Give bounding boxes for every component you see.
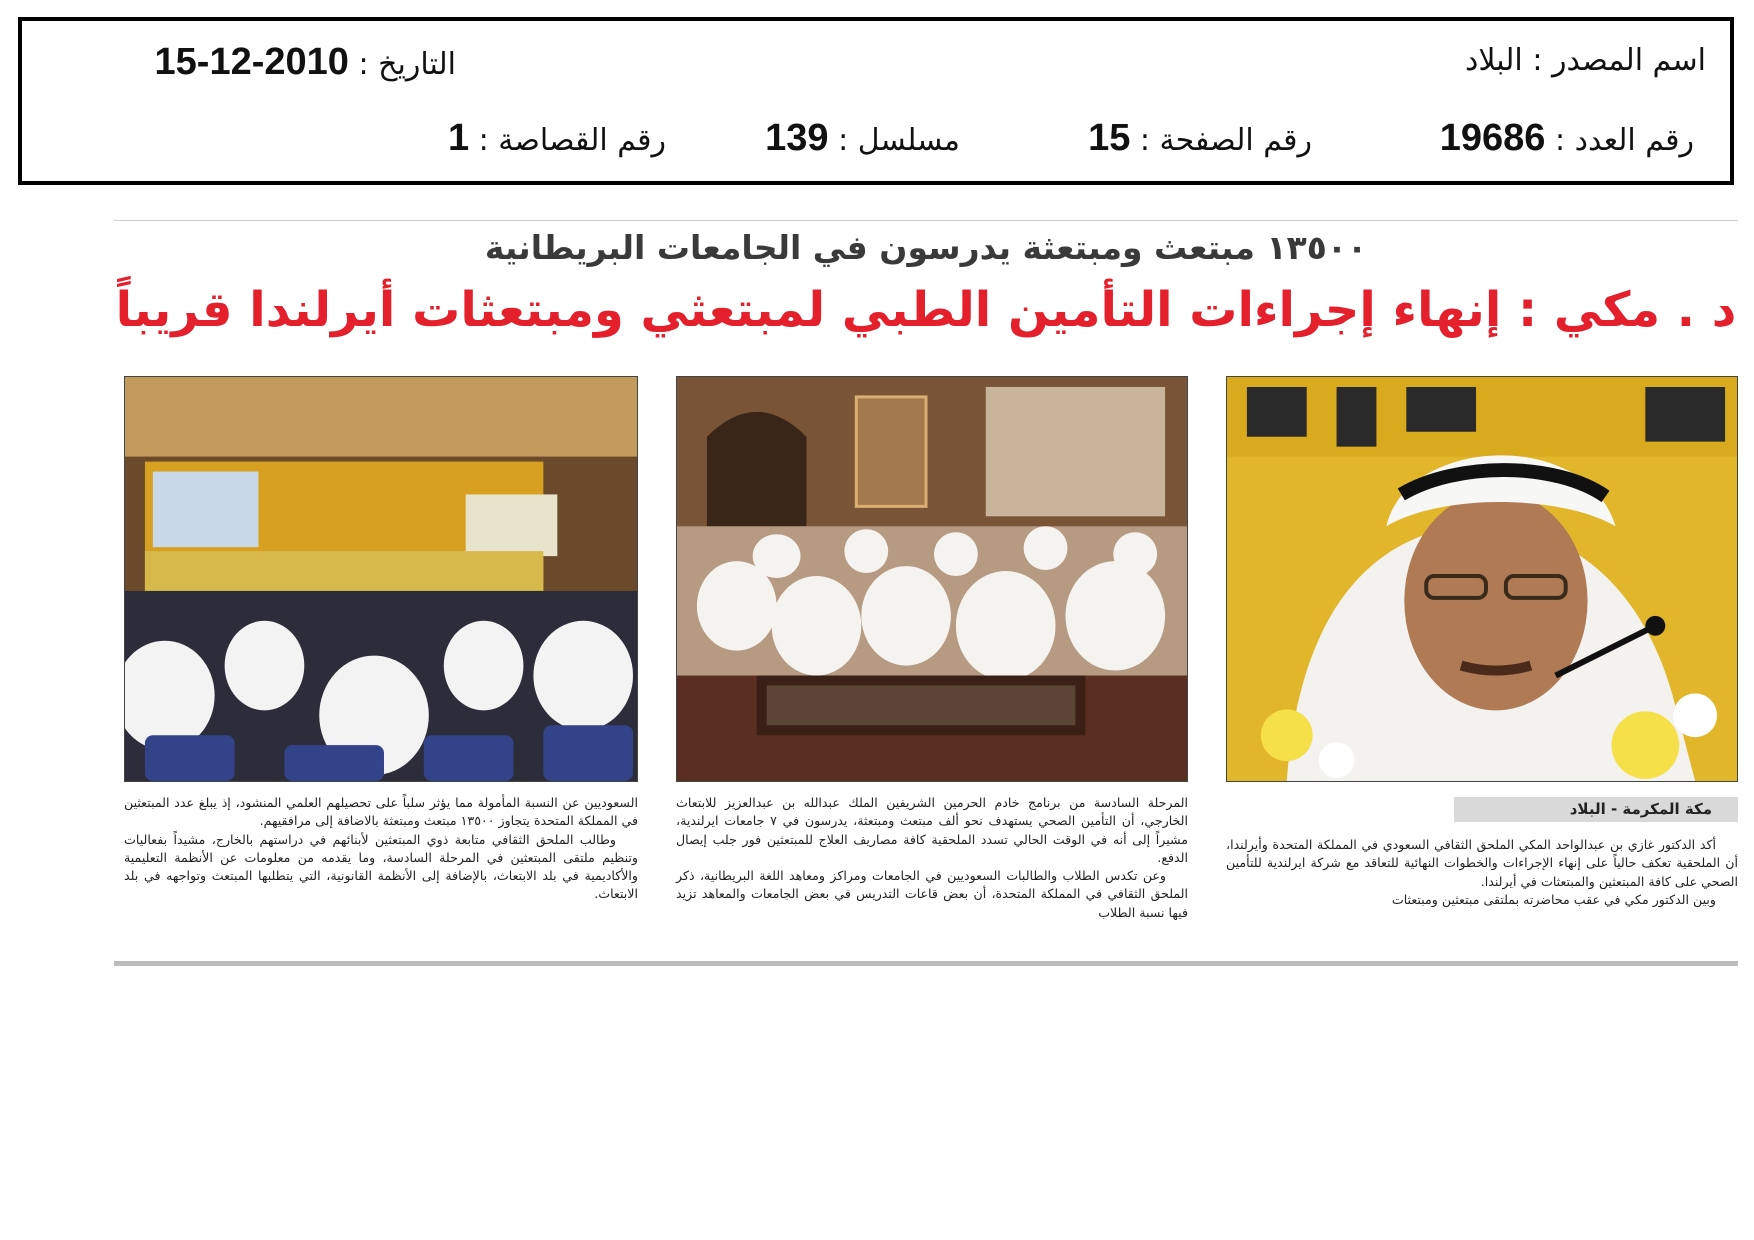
article-paragraph: وبين الدكتور مكي في عقب محاضرته بملتقى مبتعثين ومبتعثات	[1391, 891, 1716, 907]
issue-field	[1440, 117, 1694, 160]
article-headline: د . مكي : إنهاء إجراءات التأمين الطبي لمبتعثي ومبتعثات أيرلندا قريباً	[115, 282, 1737, 338]
issue-value: 19686	[1439, 117, 1546, 159]
article-column-left	[124, 794, 638, 904]
article-paragraph: وطالب الملحق الثقافي متابعة ذوي المبتعثين لأبنائهم في دراستهم بالخارج، مشيداً بفعاليات وتنظيم ملتقى المبتعثين في المرحلة السادسة، وما يقدمه من معلومات عن الأنظمة التعليمية والأكاديمية في بلد الابتعاث، بالإضافة إلى الأنظمة القانونية، التي يتطلبها المبتعث وتواجهه في بلد الابتعاث.	[124, 831, 638, 902]
date-value: 2010-12-15	[154, 41, 349, 83]
clipping-header	[18, 17, 1734, 185]
newspaper-clipping	[114, 218, 1738, 968]
issue-label: رقم العدد :	[1554, 123, 1694, 158]
source-field	[1465, 43, 1706, 78]
source-value: البلاد	[1464, 43, 1523, 78]
conference-hall-photo	[124, 376, 638, 782]
article-column-right	[1226, 836, 1738, 909]
source-label: اسم المصدر :	[1532, 43, 1706, 78]
audience-photo	[676, 376, 1188, 782]
date-label: التاريخ :	[358, 47, 456, 82]
clip-field	[448, 117, 666, 160]
page-value: 15	[1088, 117, 1131, 159]
bottom-rule	[114, 961, 1738, 966]
clip-label: رقم القصاصة :	[478, 123, 666, 158]
photo-caption: مكة المكرمة - البلاد	[1454, 797, 1738, 822]
top-rule	[114, 220, 1738, 221]
serial-field	[765, 117, 960, 160]
article-kicker: ١٣٥٠٠ مبتعث ومبتعثة يدرسون في الجامعات البريطانية	[484, 228, 1368, 267]
speaker-photo	[1226, 376, 1738, 782]
page-field	[1088, 117, 1312, 160]
clip-value: 1	[447, 117, 470, 159]
serial-value: 139	[765, 117, 829, 159]
page-label: رقم الصفحة :	[1139, 123, 1312, 158]
article-paragraph: أكد الدكتور غازي بن عبدالواحد المكي الملحق الثقافي السعودي في المملكة المتحدة وأيرلندا، أن الملحقية تعكف حالياً على إنهاء الإجراءات والخطوات النهائية للتعاقد مع شركة ايرلندية للتأمين الصحي على كافة المبتعثين والمبتعثات في أيرلندا.	[1226, 837, 1738, 889]
article-paragraph: المرحلة السادسة من برنامج خادم الحرمين الشريفين الملك عبدالله بن عبدالعزيز للابتعاث الخارجي، أن التأمين الصحي يستهدف نحو ألف مبتعث ومبتعثة، يدرسون في ٧ جامعات ايرلندية، مشيراً إلى أنه في الوقت الحالي تسدد الملحقية كافة مصاريف العلاج للمبتعثين فور جلب إيصال الدفع.	[676, 795, 1188, 865]
date-field	[155, 41, 456, 84]
serial-label: مسلسل :	[838, 123, 960, 158]
article-column-middle	[676, 794, 1188, 922]
article-paragraph: وعن تكدس الطلاب والطالبات السعوديين في الجامعات ومراكز ومعاهد اللغة البريطانية، ذكر الملحق الثقافي في المملكة المتحدة، أن بعض قاعات التدريس في بعض الجامعات والمعاهد تزيد فيها نسبة الطلاب	[676, 868, 1188, 920]
article-paragraph: السعوديين عن النسبة المأمولة مما يؤثر سلباً على تحصيلهم العلمي المنشود، إذ يبلغ عدد المبتعثين في المملكة المتحدة يتجاوز ١٣٥٠٠ مبتعث ومبتعثة بالاضافة إلى مرافقيهم.	[124, 795, 638, 829]
